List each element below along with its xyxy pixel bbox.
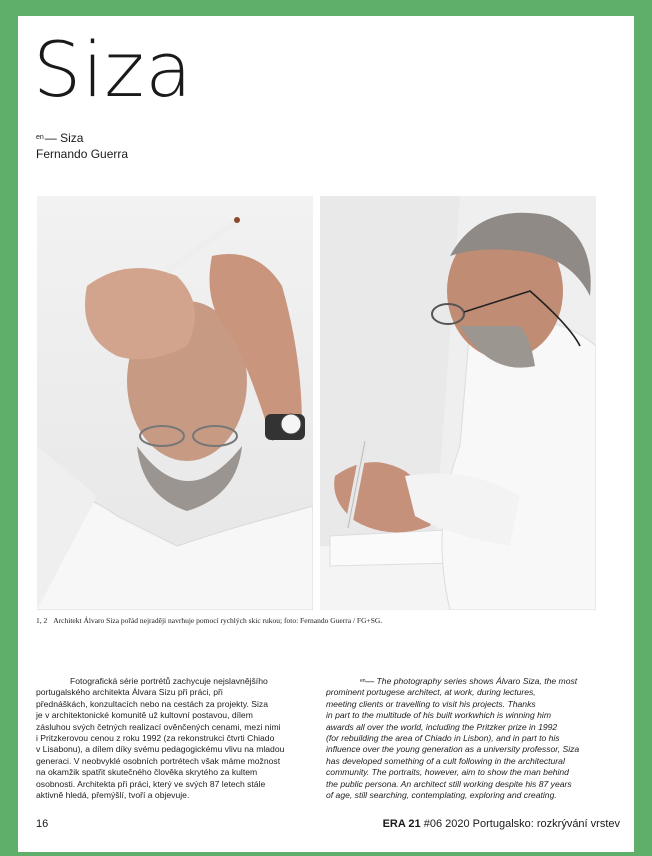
text-line: has developed something of a cult following in the architectural xyxy=(326,755,565,766)
magazine-footer xyxy=(383,818,620,830)
caption-text: Architekt Álvaro Siza pořád nejraději navrhuje pomocí rychlých skic rukou; foto: Fernando Guerra / FG+SG. xyxy=(53,616,383,625)
photo-portrait-hands-on-head xyxy=(37,196,313,610)
text-line: i Pritzkerovou cenou z roku 1992 (za rekonstrukci čtvrti Chiado xyxy=(36,733,275,744)
page-number: 16 xyxy=(36,818,49,830)
photo1-image xyxy=(37,196,313,610)
text-line xyxy=(326,676,608,687)
photo-portrait-sketching xyxy=(320,196,596,610)
photo2-image xyxy=(320,196,596,610)
article-author: Fernando Guerra xyxy=(36,147,129,161)
subtitle-text: — Siza xyxy=(44,131,84,145)
body-text-english xyxy=(326,676,608,801)
text-line: (for rebuilding the area of Chiado in Lisbon), and in part to his xyxy=(326,733,560,744)
text-line: in part to the multitude of his built workwhich is winning him xyxy=(326,710,551,721)
text-line: přednáškách, konzultacích nebo na cestách za projekty. Siza xyxy=(36,698,269,709)
text-line: prominent portugese architect, at work, during lectures, xyxy=(326,687,536,698)
text-line-content: — The photography series shows Álvaro Siza, the most xyxy=(365,676,578,686)
text-line: Fotografická série portrétů zachycuje nejslavnějšího xyxy=(70,676,268,686)
text-line: generaci. V neobvyklé osobních portrétech však máme možnost xyxy=(36,755,281,766)
text-line: je v architektonické komunitě už kultovní postavou, dílem xyxy=(36,710,253,721)
text-line: of age, still searching, contemplating, exploring and creating. xyxy=(326,790,557,801)
text-line: aktivně hledá, přemýšlí, tvoří a objevuje. xyxy=(36,790,190,801)
body-text-czech xyxy=(36,676,314,801)
article-title: Siza xyxy=(33,25,193,114)
photo-caption xyxy=(36,616,382,625)
magazine-name: ERA 21 xyxy=(382,818,421,830)
issue-info: #06 2020 Portugalsko: rozkrývání vrstev xyxy=(423,818,620,830)
text-line: zásluhou svých četných realizací ověnčených cenami, mezi nimi xyxy=(36,721,281,732)
text-line: osobnosti. Architekta při práci, který ve svých 87 letech stále xyxy=(36,778,266,789)
text-line: the public persona. An architect still working despite his 87 years xyxy=(326,778,572,789)
article-subtitle xyxy=(36,130,83,146)
text-line: portugalského architekta Álvara Sizu při práci, při xyxy=(36,687,223,698)
language-marker: en xyxy=(360,678,366,684)
text-line: influence over the young generation as a university professor, Siza xyxy=(326,744,580,755)
caption-numbers: 1, 2 xyxy=(36,616,48,625)
text-line: na okamžik spatřit skutečného člověka skrytého za kultem xyxy=(36,767,258,778)
magazine-page xyxy=(18,16,634,852)
text-line: v Lisabonu), a dílem díky svému pedagogickému vlivu na mladou xyxy=(36,744,285,755)
text-line: meeting clients or travelling to visit his projects. Thanks xyxy=(326,698,536,709)
text-line: community. The portraits, however, aim to show the man behind xyxy=(326,767,569,778)
text-line: awards all over the world, including the Pritzker prize in 1992 xyxy=(326,721,558,732)
language-marker: en xyxy=(36,134,44,141)
